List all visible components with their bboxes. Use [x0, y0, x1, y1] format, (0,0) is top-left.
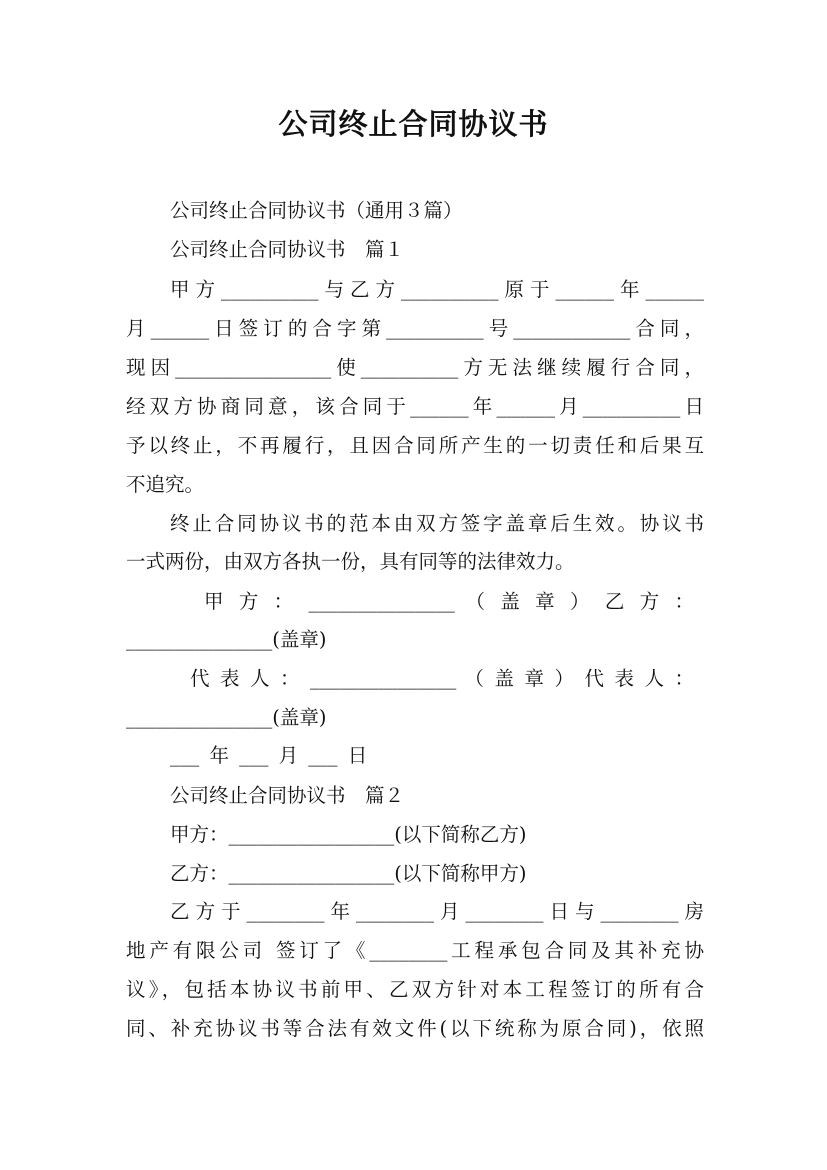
- party-a-line: 甲方：_________________(以下简称乙方): [170, 823, 527, 846]
- paragraph-line: 议》，包括本协议书前甲、乙双方针对本工程签订的所有合: [126, 978, 704, 1001]
- section-heading-1: 公司终止合同协议书 篇１: [170, 238, 405, 261]
- paragraph-line: 甲方__________与乙方__________原于______年______: [170, 278, 704, 301]
- signature-line-representative: 代 表 人 ： _______________ （ 盖 章 ） 代 表 人 ：: [190, 667, 694, 690]
- intro-heading: 公司终止合同协议书（通用３篇）: [170, 199, 463, 222]
- paragraph-line: 乙方于________年________月________日与________房: [170, 900, 704, 923]
- paragraph-line: 同、补充协议书等合法有效文件(以下统称为原合同)，依照: [126, 1017, 704, 1040]
- paragraph-line: 经双方协商同意，该合同于______年______月__________日: [126, 395, 704, 418]
- signature-line: _______________(盖章): [126, 706, 327, 729]
- paragraph-line: 终止合同协议书的范本由双方签字盖章后生效。协议书: [170, 512, 704, 535]
- paragraph-line: 现因________________使__________方无法继续履行合同，: [126, 356, 704, 379]
- paragraph-line: 予以终止，不再履行，且因合同所产生的一切责任和后果互: [126, 434, 704, 457]
- paragraph-line: 月______日签订的合字第__________号____________合同，: [126, 317, 704, 340]
- section-heading-2: 公司终止合同协议书 篇２: [170, 784, 405, 807]
- party-b-line: 乙方：_________________(以下简称甲方): [170, 862, 527, 885]
- signature-line: _______________(盖章): [126, 628, 327, 651]
- paragraph-line: 地产有限公司 签订了《________工程承包合同及其补充协: [126, 939, 704, 962]
- paragraph-line: 一式两份，由双方各执一份，具有同等的法律效力。: [126, 550, 575, 573]
- date-line: ___ 年 ___ 月 ___ 日: [170, 744, 368, 767]
- paragraph-line: 不追究。: [126, 473, 205, 496]
- document-title: 公司终止合同协议书: [278, 107, 549, 141]
- signature-line-party-a: 甲 方 ： _______________ （ 盖 章 ） 乙 方 ：: [204, 590, 694, 613]
